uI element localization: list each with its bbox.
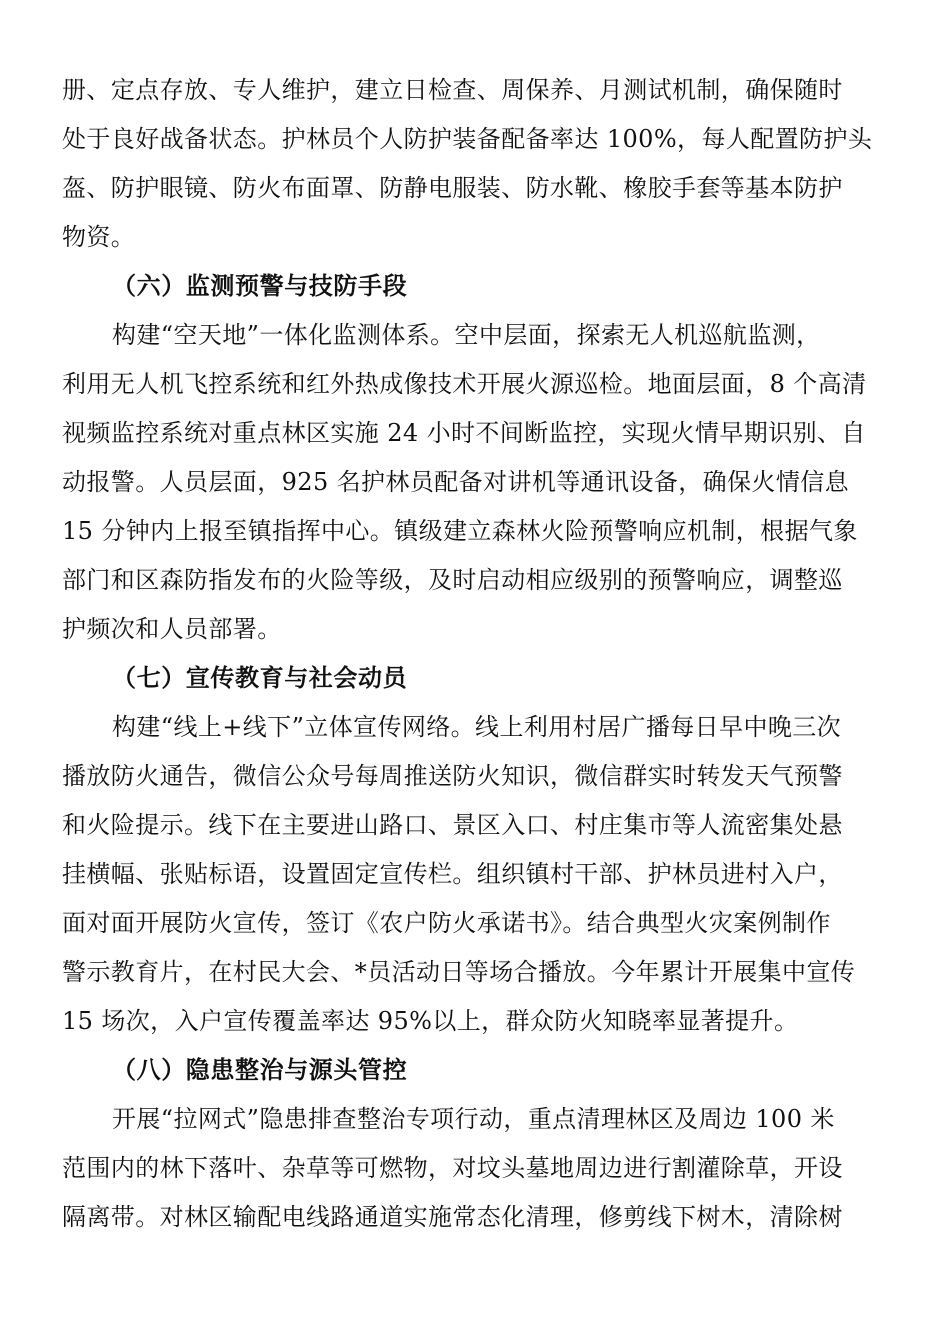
document-body <box>62 66 888 1242</box>
section-heading-6: （六）监测预警与技防手段 <box>112 272 408 300</box>
paragraph-line: 和火险提示。线下在主要进山路口、景区入口、村庄集市等人流密集处悬 <box>62 811 843 839</box>
paragraph-line: 警示教育片，在村民大会、*员活动日等场合播放。今年累计开展集中宣传 <box>62 958 856 986</box>
paragraph-line: 15 场次，入户宣传覆盖率达 95%以上，群众防火知晓率显著提升。 <box>62 1007 799 1035</box>
paragraph-line: 处于良好战备状态。护林员个人防护装备配备率达 100%，每人配置防护头 <box>62 125 873 153</box>
paragraph-line: 册、定点存放、专人维护，建立日检查、周保养、月测试机制，确保随时 <box>62 76 843 104</box>
paragraph-line: 护频次和人员部署。 <box>62 615 282 643</box>
paragraph-line: 盔、防护眼镜、防火布面罩、防静电服装、防水靴、橡胶手套等基本防护 <box>62 174 843 202</box>
paragraph-line: 利用无人机飞控系统和红外热成像技术开展火源巡检。地面层面，8 个高清 <box>62 370 867 398</box>
paragraph-line: 视频监控系统对重点林区实施 24 小时不间断监控，实现火情早期识别、自 <box>62 419 866 447</box>
paragraph-line: 范围内的林下落叶、杂草等可燃物，对坟头墓地周边进行割灌除草，开设 <box>62 1154 843 1182</box>
section-heading-7: （七）宣传教育与社会动员 <box>112 664 408 692</box>
paragraph-line: 构建“空天地”一体化监测体系。空中层面，探索无人机巡航监测， <box>112 321 821 349</box>
paragraph-line: 物资。 <box>62 223 136 251</box>
paragraph-line: 隔离带。对林区输配电线路通道实施常态化清理，修剪线下树木，清除树 <box>62 1203 843 1231</box>
paragraph-line: 面对面开展防火宣传，签订《农户防火承诺书》。结合典型火灾案例制作 <box>62 909 831 937</box>
paragraph-line: 动报警。人员层面，925 名护林员配备对讲机等通讯设备，确保火情信息 <box>62 468 850 496</box>
paragraph-line: 部门和区森防指发布的火险等级，及时启动相应级别的预警响应，调整巡 <box>62 566 843 594</box>
paragraph-line: 挂横幅、张贴标语，设置固定宣传栏。组织镇村干部、护林员进村入户， <box>62 860 843 888</box>
paragraph-line: 播放防火通告，微信公众号每周推送防火知识，微信群实时转发天气预警 <box>62 762 843 790</box>
paragraph-line: 构建“线上+线下”立体宣传网络。线上利用村居广播每日早中晚三次 <box>112 713 842 741</box>
paragraph-line: 开展“拉网式”隐患排查整治专项行动，重点清理林区及周边 100 米 <box>112 1105 835 1133</box>
section-heading-8: （八）隐患整治与源头管控 <box>112 1056 408 1084</box>
paragraph-line: 15 分钟内上报至镇指挥中心。镇级建立森林火险预警响应机制，根据气象 <box>62 517 858 545</box>
